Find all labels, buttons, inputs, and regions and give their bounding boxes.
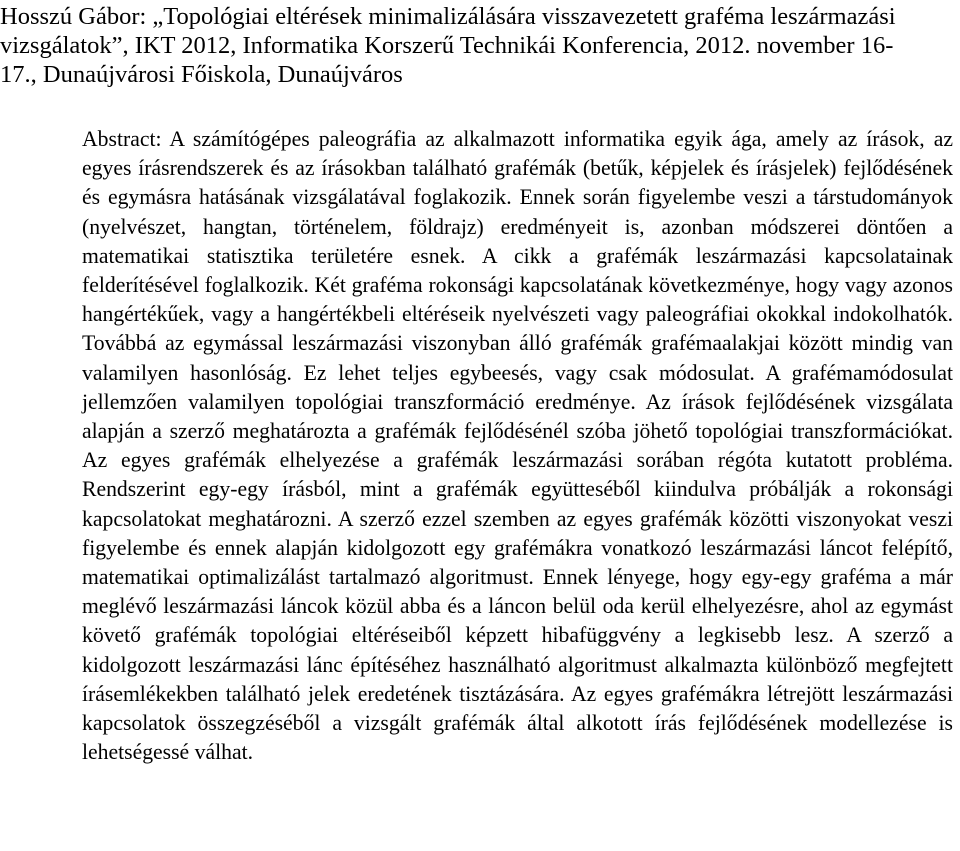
citation-line-1: Hosszú Gábor: „Topológiai eltérések minimalizálására visszavezetett graféma leszármazási (0, 3, 896, 30)
citation-line-2: vizsgálatok”, IKT 2012, Informatika Korszerű Technikái Konferencia, 2012. november 16- (0, 32, 894, 59)
abstract-paragraph: Abstract: A számítógépes paleográfia az alkalmazott informatika egyik ága, amely az írások, az egyes írásrendszerek és az írásokban található grafémák (betűk, képjelek és írásjelek) fejlődésének és egymásra hatásának vizsgálatával foglakozik. Ennek során figyelembe veszi a társtudományok (nyelvészet, hangtan, történelem, földrajz) eredményeit is, azonban módszerei döntően a matematikai statisztika területére esnek. A cikk a grafémák leszármazási kapcsolatainak felderítésével foglalkozik. Két graféma rokonsági kapcsolatának következménye, hogy vagy azonos hangértékűek, vagy a hangértékbeli eltéréseik nyelvészeti vagy paleográfiai okokkal indokolhatók. Továbbá az egymással leszármazási viszonyban álló grafémák grafémaalakjai között mindig van valamilyen hasonlóság. Ez lehet teljes egybeesés, vagy csak módosulat. A grafémamódosulat jellemzően valamilyen topológiai transzformáció eredménye. Az írások fejlődésének vizsgálata alapján a szerző meghatározta a grafémák fejlődésénél szóba jöhető topológiai transzformációkat. Az egyes grafémák elhelyezése a grafémák leszármazási sorában régóta kutatott probléma. Rendszerint egy-egy írásból, mint a grafémák együtteséből kiindulva próbálják a rokonsági kapcsolatokat meghatározni. A szerző ezzel szemben az egyes grafémák közötti viszonyokat veszi figyelembe és ennek alapján kidolgozott egy grafémákra vonatkozó leszármazási láncot felépítő, matematikai optimalizálást tartalmazó algoritmust. Ennek lényege, hogy egy-egy graféma a már meglévő leszármazási láncok közül abba és a láncon belül oda kerül elhelyezésre, ahol az egymást követő grafémák topológiai eltéréseiből képzett hibafüggvény a legkisebb lesz. A szerző a kidolgozott leszármazási lánc építéséhez használható algoritmust alkalmazta különböző megfejtett írásemlékekben található jelek eredetének tisztázására. Az egyes grafémákra létrejött leszármazási kapcsolatok összegzéséből a vizsgált grafémák által alkotott írás fejlődésének modellezése is lehetségessé válhat. (82, 127, 953, 765)
citation-line-3: 17., Dunaújvárosi Főiskola, Dunaújváros (0, 61, 403, 88)
